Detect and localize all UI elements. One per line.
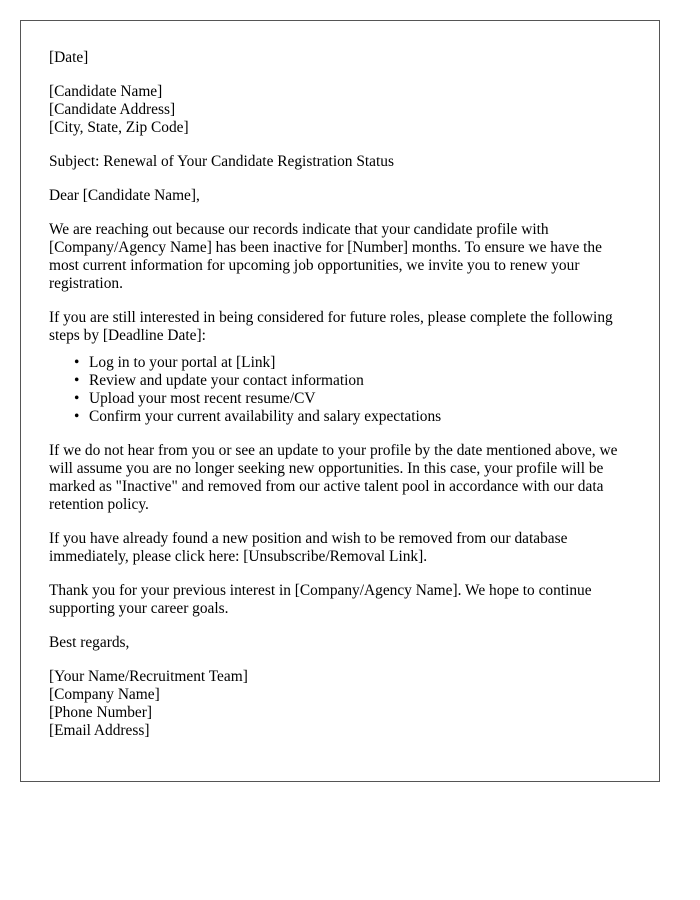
subject-line: Subject: Renewal of Your Candidate Registration Status: [49, 153, 394, 170]
list-item: [74, 390, 631, 408]
step-text: Review and update your contact information: [89, 372, 364, 389]
recipient-city-state-zip: [City, State, Zip Code]: [49, 119, 189, 136]
steps-intro-paragraph: If you are still interested in being considered for future roles, please complete the following steps by [Deadline Date]:: [49, 309, 613, 344]
signature-block: [49, 668, 631, 740]
signature-email: [Email Address]: [49, 722, 150, 739]
step-text: Confirm your current availability and salary expectations: [89, 408, 442, 425]
signature-company: [Company Name]: [49, 686, 160, 703]
salutation: Dear [Candidate Name],: [49, 187, 200, 204]
list-item: [74, 354, 631, 372]
bullet-icon: •: [74, 408, 80, 425]
removal-paragraph: If you have already found a new position and wish to be removed from our database immediately, please click here: [Unsubscribe/Removal Link].: [49, 530, 568, 565]
letter-date: [49, 49, 631, 67]
signature-phone: [Phone Number]: [49, 704, 153, 721]
no-response-paragraph: If we do not hear from you or see an update to your profile by the date mentioned above, we will assume you are no longer seeking new opportunities. In this case, your profile will be marked as "Inactive" and removed from our active talent pool in accordance with our data retention policy.: [49, 442, 618, 513]
recipient-address-block: [49, 83, 631, 137]
step-text: Log in to your portal at [Link]: [89, 354, 276, 371]
list-item: [74, 408, 631, 426]
intro-paragraph: We are reaching out because our records indicate that your candidate profile with [Company/Agency Name] has been inactive for [Number] months. To ensure we have the most current information for upcoming job opportunities, we invite you to renew your registration.: [49, 221, 602, 292]
bullet-icon: •: [74, 354, 80, 371]
bullet-icon: •: [74, 390, 80, 407]
steps-list: [49, 354, 631, 426]
recipient-name: [Candidate Name]: [49, 83, 163, 100]
step-text: Upload your most recent resume/CV: [89, 390, 316, 407]
thanks-paragraph: Thank you for your previous interest in [Company/Agency Name]. We hope to continue supporting your career goals.: [49, 582, 592, 617]
signature-name: [Your Name/Recruitment Team]: [49, 668, 248, 685]
date-text: [Date]: [49, 49, 89, 66]
bullet-icon: •: [74, 372, 80, 389]
list-item: [74, 372, 631, 390]
closing: Best regards,: [49, 634, 130, 651]
letter-page: [20, 20, 660, 782]
recipient-address: [Candidate Address]: [49, 101, 176, 118]
